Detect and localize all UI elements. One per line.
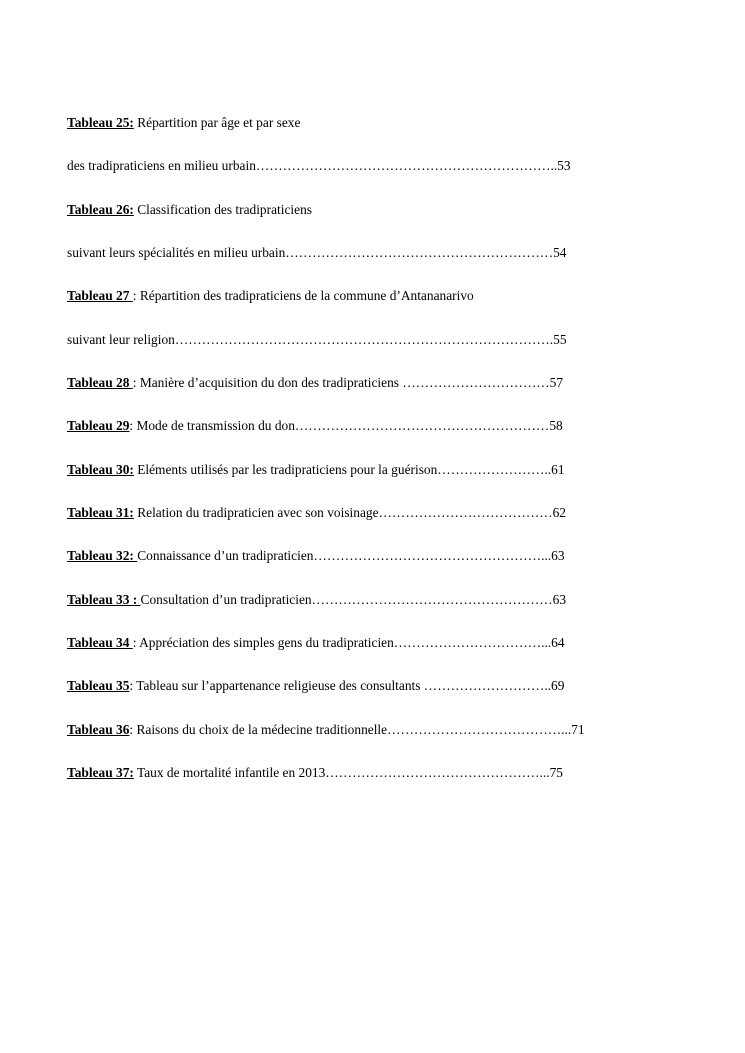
toc-entry-title: Répartition par âge et par sexe xyxy=(133,115,301,130)
toc-entry-title: Connaissance d’un tradipraticien……………………………………………...63 xyxy=(137,548,565,563)
toc-entry-title: : Appréciation des simples gens du tradipraticien……………………………...64 xyxy=(132,635,565,650)
toc-entry-32 xyxy=(67,548,565,564)
toc-entry-label: Tableau 33 : xyxy=(67,592,141,607)
toc-entry-30 xyxy=(67,462,565,478)
toc-entry-title: Eléments utilisés par les tradipraticiens pour la guérison……………………..61 xyxy=(133,462,565,477)
toc-entry-label: Tableau 35 xyxy=(67,678,130,693)
toc-entry-25 xyxy=(67,115,300,131)
toc-entry-title: : Répartition des tradipraticiens de la commune d’Antananarivo xyxy=(132,288,474,303)
toc-entry-label: Tableau 32: xyxy=(67,548,138,563)
toc-entry-label: Tableau 34 xyxy=(67,635,133,650)
toc-entry-label: Tableau 27 xyxy=(67,288,133,303)
toc-entry-36 xyxy=(67,722,585,738)
toc-entry-label: Tableau 28 xyxy=(67,375,133,390)
toc-entry-27 xyxy=(67,288,474,304)
toc-entry-label: Tableau 25: xyxy=(67,115,134,130)
toc-entry-26 xyxy=(67,202,312,218)
toc-entry-25-continuation: des tradipraticiens en milieu urbain…………………………………………………………..53 xyxy=(67,158,571,173)
toc-entry-37 xyxy=(67,765,563,781)
toc-entry-title: : Tableau sur l’appartenance religieuse des consultants ………………………..69 xyxy=(129,678,565,693)
toc-entry-28 xyxy=(67,375,563,391)
toc-entry-title: Classification des tradipraticiens xyxy=(133,202,312,217)
toc-entry-label: Tableau 29 xyxy=(67,418,130,433)
toc-entry-title: Relation du tradipraticien avec son voisinage…………………………………62 xyxy=(133,505,567,520)
toc-entry-33 xyxy=(67,592,566,608)
toc-entry-label: Tableau 30: xyxy=(67,462,134,477)
toc-entry-title: Consultation d’un tradipraticien………………………………………………63 xyxy=(140,592,567,607)
toc-entry-label: Tableau 26: xyxy=(67,202,134,217)
toc-entry-26-continuation: suivant leurs spécialités en milieu urbain……………………………………………………54 xyxy=(67,245,567,260)
toc-entry-label: Tableau 37: xyxy=(67,765,134,780)
toc-entry-title: : Mode de transmission du don…………………………………………………58 xyxy=(129,418,563,433)
toc-entry-label: Tableau 36 xyxy=(67,722,130,737)
toc-entry-29 xyxy=(67,418,563,434)
toc-entry-label: Tableau 31: xyxy=(67,505,134,520)
toc-entry-27-continuation: suivant leur religion………………………………………………………………………….55 xyxy=(67,332,567,347)
toc-entry-title: : Manière d’acquisition du don des tradipraticiens ……………………………57 xyxy=(132,375,564,390)
toc-entry-title: Taux de mortalité infantile en 2013…………………………………………...75 xyxy=(133,765,563,780)
toc-entry-35 xyxy=(67,678,564,694)
toc-entry-34 xyxy=(67,635,565,651)
toc-entry-title: : Raisons du choix de la médecine traditionnelle…………………………………...71 xyxy=(129,722,585,737)
toc-entry-31 xyxy=(67,505,566,521)
